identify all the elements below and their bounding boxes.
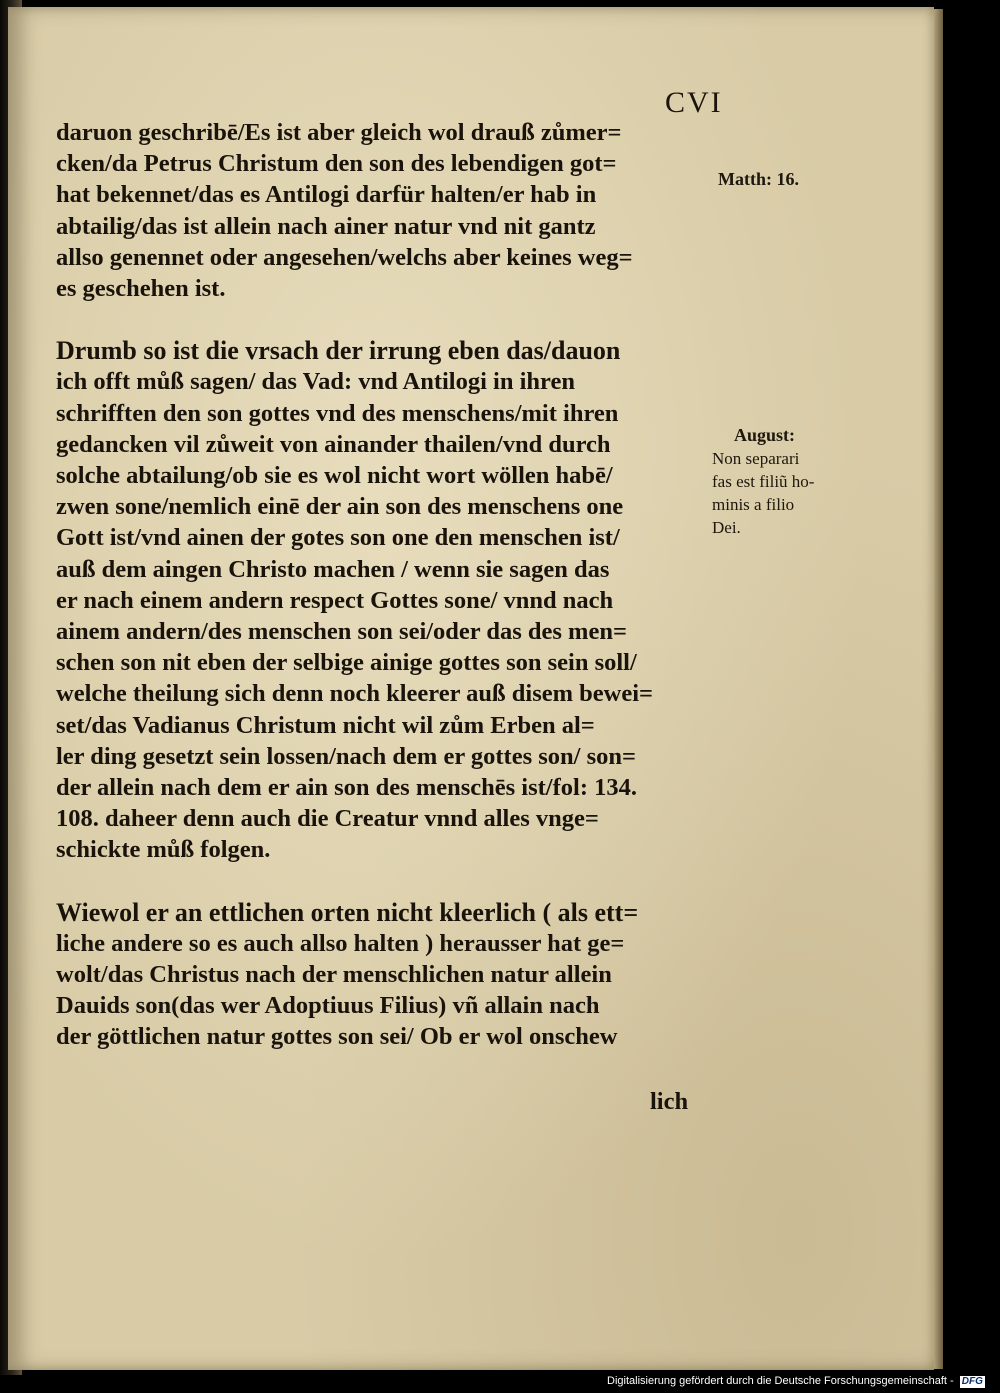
text-line: hat bekennet/das es Antilogi darfür halten/er hab in: [56, 181, 597, 209]
text-line: der allein nach dem er ain son des menschēs ist/fol: 134.: [56, 774, 637, 802]
text-line: 108. daheer denn auch die Creatur vnnd alles vnge=: [56, 805, 599, 833]
text-line: liche andere so es auch allso halten ) herausser hat ge=: [56, 929, 625, 957]
text-paragraph: [56, 117, 716, 304]
text-line: allso genennet oder angesehen/welchs aber keines weg=: [56, 243, 633, 271]
text-line: welche theilung sich denn noch kleerer auß disem bewei=: [56, 680, 653, 708]
marginal-note-line: Non separari: [712, 449, 800, 468]
text-line: daruon geschribē/Es ist aber gleich wol drauß zůmer=: [56, 119, 622, 146]
text-line: ich offt můß sagen/ das Vad: vnd Antilogi in ihren: [56, 368, 575, 396]
text-line: zwen sone/nemlich einē der ain son des menschens one: [56, 493, 624, 521]
text-line: schickte můß folgen.: [56, 836, 271, 864]
text-paragraph: [56, 897, 716, 1053]
text-line: ler ding gesetzt sein lossen/nach dem er gottes son/ son=: [56, 742, 636, 770]
text-line: abtailig/das ist allein nach ainer natur vnd nit gantz: [56, 212, 596, 240]
text-line: schen son nit eben der selbige ainige gottes son sein soll/: [56, 649, 637, 677]
marginal-note-matthew: Matth: 16.: [718, 169, 799, 189]
text-line: Dauids son(das wer Adoptiuus Filius) vñ allain nach: [56, 992, 600, 1020]
text-line: gedancken vil zůweit von ainander thailen/vnd durch: [56, 430, 611, 458]
marginal-note-line: August:: [734, 425, 796, 445]
text-line: Gott ist/vnd ainen der gotes son one den menschen ist/: [56, 524, 620, 552]
text-line: set/das Vadianus Christum nicht wil zům Erben al=: [56, 711, 595, 739]
text-line: wolt/das Christus nach der menschlichen natur allein: [56, 961, 612, 989]
text-line: der göttlichen natur gottes son sei/ Ob er wol onschew: [56, 1023, 618, 1051]
marginal-note-line: fas est filiũ ho-: [712, 472, 815, 491]
main-text-block: [56, 117, 716, 1053]
text-line: es geschehen ist.: [56, 275, 226, 303]
marginal-note-line: Dei.: [712, 518, 741, 537]
page-fore-edge: [934, 9, 943, 1369]
text-line: auß dem aingen Christo machen / wenn sie sagen das: [56, 555, 610, 583]
text-line: Wiewol er an ettlichen orten nicht kleerlich ( als ett=: [56, 897, 639, 927]
credit-text: Digitalisierung gefördert durch die Deutsche Forschungsgemeinschaft -: [607, 1375, 954, 1387]
digitization-credit: [607, 1375, 985, 1388]
text-paragraph: [56, 335, 716, 865]
text-line: ainem andern/des menschen son sei/oder das des men=: [56, 618, 627, 646]
dfg-logo: DFG: [961, 1376, 983, 1387]
marginal-note-line: minis a filio: [712, 495, 795, 514]
folio-number: CVI: [665, 86, 723, 119]
text-line: schrifften den son gottes vnd des menschens/mit ihren: [56, 399, 619, 427]
text-line: cken/da Petrus Christum den son des lebendigen got=: [56, 150, 617, 178]
catchword: lich: [650, 1088, 689, 1115]
text-line: er nach einem andern respect Gottes sone/ vnnd nach: [56, 586, 614, 614]
marginal-note-augustine: [712, 424, 814, 539]
text-line: Drumb so ist die vrsach der irrung eben das/dauon: [56, 336, 621, 366]
text-line: solche abtailung/ob sie es wol nicht wort wöllen habē/: [56, 462, 613, 490]
